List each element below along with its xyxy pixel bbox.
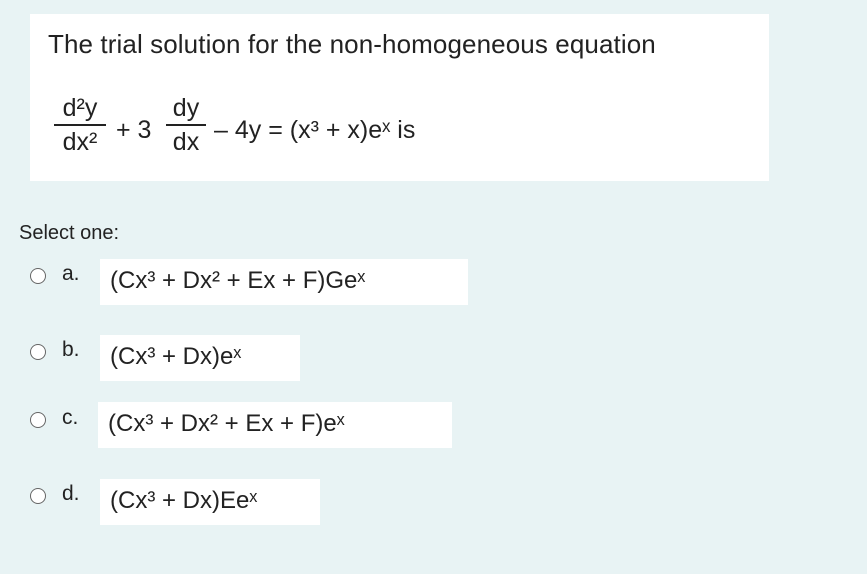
equation — [54, 94, 754, 174]
option-letter: a. — [62, 262, 80, 285]
option-letter: c. — [62, 406, 79, 429]
option-answer-box[interactable] — [98, 402, 452, 448]
second-derivative-fraction — [54, 94, 106, 156]
option-answer-box[interactable] — [100, 335, 300, 381]
fraction-numerator: dy — [172, 94, 200, 122]
first-derivative-fraction — [166, 94, 206, 156]
option-expression: (Cx³ + Dx² + Ex + F)Geˣ — [110, 267, 366, 294]
option-expression: (Cx³ + Dx)Eeˣ — [110, 487, 258, 514]
radio-button[interactable] — [30, 344, 46, 360]
option-answer-box[interactable] — [100, 259, 468, 305]
fraction-bar — [54, 124, 106, 126]
fraction-bar — [166, 124, 206, 126]
equation-coefficient: + 3 — [116, 116, 152, 144]
option-expression: (Cx³ + Dx)eˣ — [110, 343, 242, 370]
radio-button[interactable] — [30, 412, 46, 428]
radio-button[interactable] — [30, 488, 46, 504]
fraction-denominator: dx² — [62, 127, 98, 156]
option-expression: (Cx³ + Dx² + Ex + F)eˣ — [108, 410, 345, 437]
option-letter: b. — [62, 338, 80, 361]
question-text: The trial solution for the non-homogeneous equation — [48, 29, 656, 59]
select-one-label: Select one: — [19, 222, 120, 244]
fraction-denominator: dx — [172, 127, 200, 156]
fraction-numerator: d²y — [62, 94, 98, 122]
option-letter: d. — [62, 482, 80, 505]
question-card — [30, 14, 769, 181]
equation-rhs: – 4y = (x³ + x)eˣ is — [214, 116, 416, 144]
option-answer-box[interactable] — [100, 479, 320, 525]
radio-button[interactable] — [30, 268, 46, 284]
